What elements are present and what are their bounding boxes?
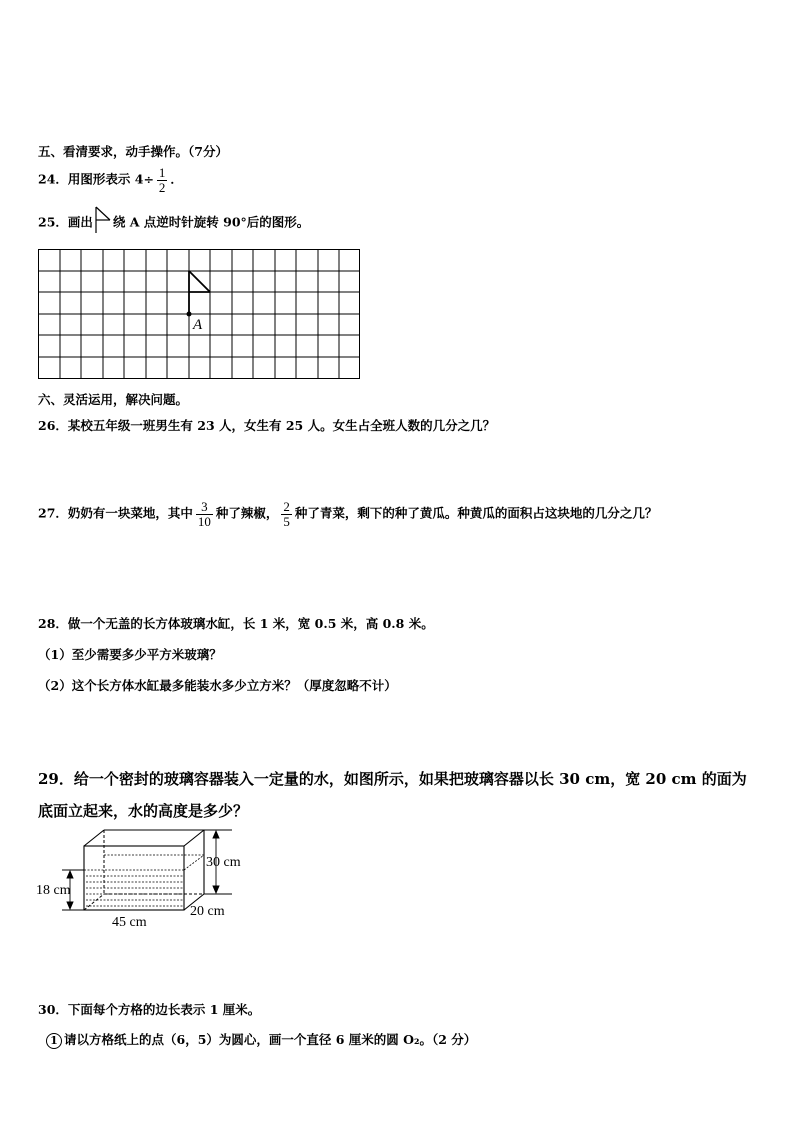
question-29-line-1: 29．给一个密封的玻璃容器装入一定量的水，如图所示，如果把玻璃容器以长 30 cm，宽 20 cm 的面为: [38, 770, 747, 788]
label-water-height: 18 cm: [36, 883, 71, 898]
question-26: 26．某校五年级一班男生有 23 人，女生有 25 人。女生占全班人数的几分之几？: [38, 418, 496, 433]
q24-suffix: ．: [170, 171, 183, 187]
q25-grid: [38, 249, 361, 380]
q27-part2: 种了辣椒，: [215, 505, 279, 521]
q27-fraction-2: [281, 500, 292, 528]
flag-shape: [189, 271, 210, 314]
q29-container-diagram: [36, 826, 256, 930]
circled-number-1: 1: [46, 1033, 62, 1049]
q24-frac-num: 1: [158, 165, 166, 180]
flag-figure-icon: [94, 206, 112, 234]
section-6-title: 六、灵活运用，解决问题。: [38, 392, 189, 407]
question-28-sub-1: （1）至少需要多少平方米玻璃？: [38, 647, 222, 662]
q27-frac2-num: 2: [283, 499, 290, 514]
question-28: 28．做一个无盖的长方体玻璃水缸，长 1 米，宽 0.5 米，高 0.8 米。: [38, 616, 434, 631]
q24-prefix: 24．用图形表示 4÷: [38, 171, 154, 187]
point-a: [187, 312, 192, 317]
q24-fraction: [157, 166, 168, 194]
point-a-label: A: [193, 317, 203, 333]
question-30-sub-1: [46, 1030, 476, 1049]
q27-frac1-den: 10: [197, 513, 211, 529]
q27-fraction-1: [196, 500, 213, 528]
q27-part3: 种了青菜，剩下的种了黄瓜。种黄瓜的面积占这块地的几分之几？: [294, 505, 658, 521]
label-height: 30 cm: [206, 855, 241, 870]
question-28-sub-2: （2）这个长方体水缸最多能装水多少立方米？（厚度忽略不计）: [38, 678, 397, 693]
water-region: [84, 855, 204, 906]
q27-frac2-den: 5: [283, 513, 290, 529]
question-27: [38, 500, 657, 528]
label-width: 20 cm: [190, 904, 225, 919]
q30-sub1-text: 请以方格纸上的点（6，5）为圆心，画一个直径 6 厘米的圆 O₂。（2 分）: [64, 1032, 477, 1047]
question-24: [38, 166, 183, 194]
question-29-line-2: 底面立起来，水的高度是多少？: [38, 802, 249, 820]
q25-suffix: 绕 A 点逆时针旋转 90°后的图形。: [112, 214, 310, 230]
label-length: 45 cm: [112, 915, 147, 930]
question-25: [38, 212, 309, 234]
section-5-title: 五、看清要求，动手操作。（7分）: [38, 144, 228, 159]
q27-part1: 27．奶奶有一块菜地，其中: [38, 505, 193, 521]
q27-frac1-num: 3: [196, 500, 213, 515]
question-30: 30．下面每个方格的边长表示 1 厘米。: [38, 1002, 261, 1017]
q25-prefix: 25．画出: [38, 214, 93, 230]
q24-frac-den: 2: [158, 179, 166, 195]
